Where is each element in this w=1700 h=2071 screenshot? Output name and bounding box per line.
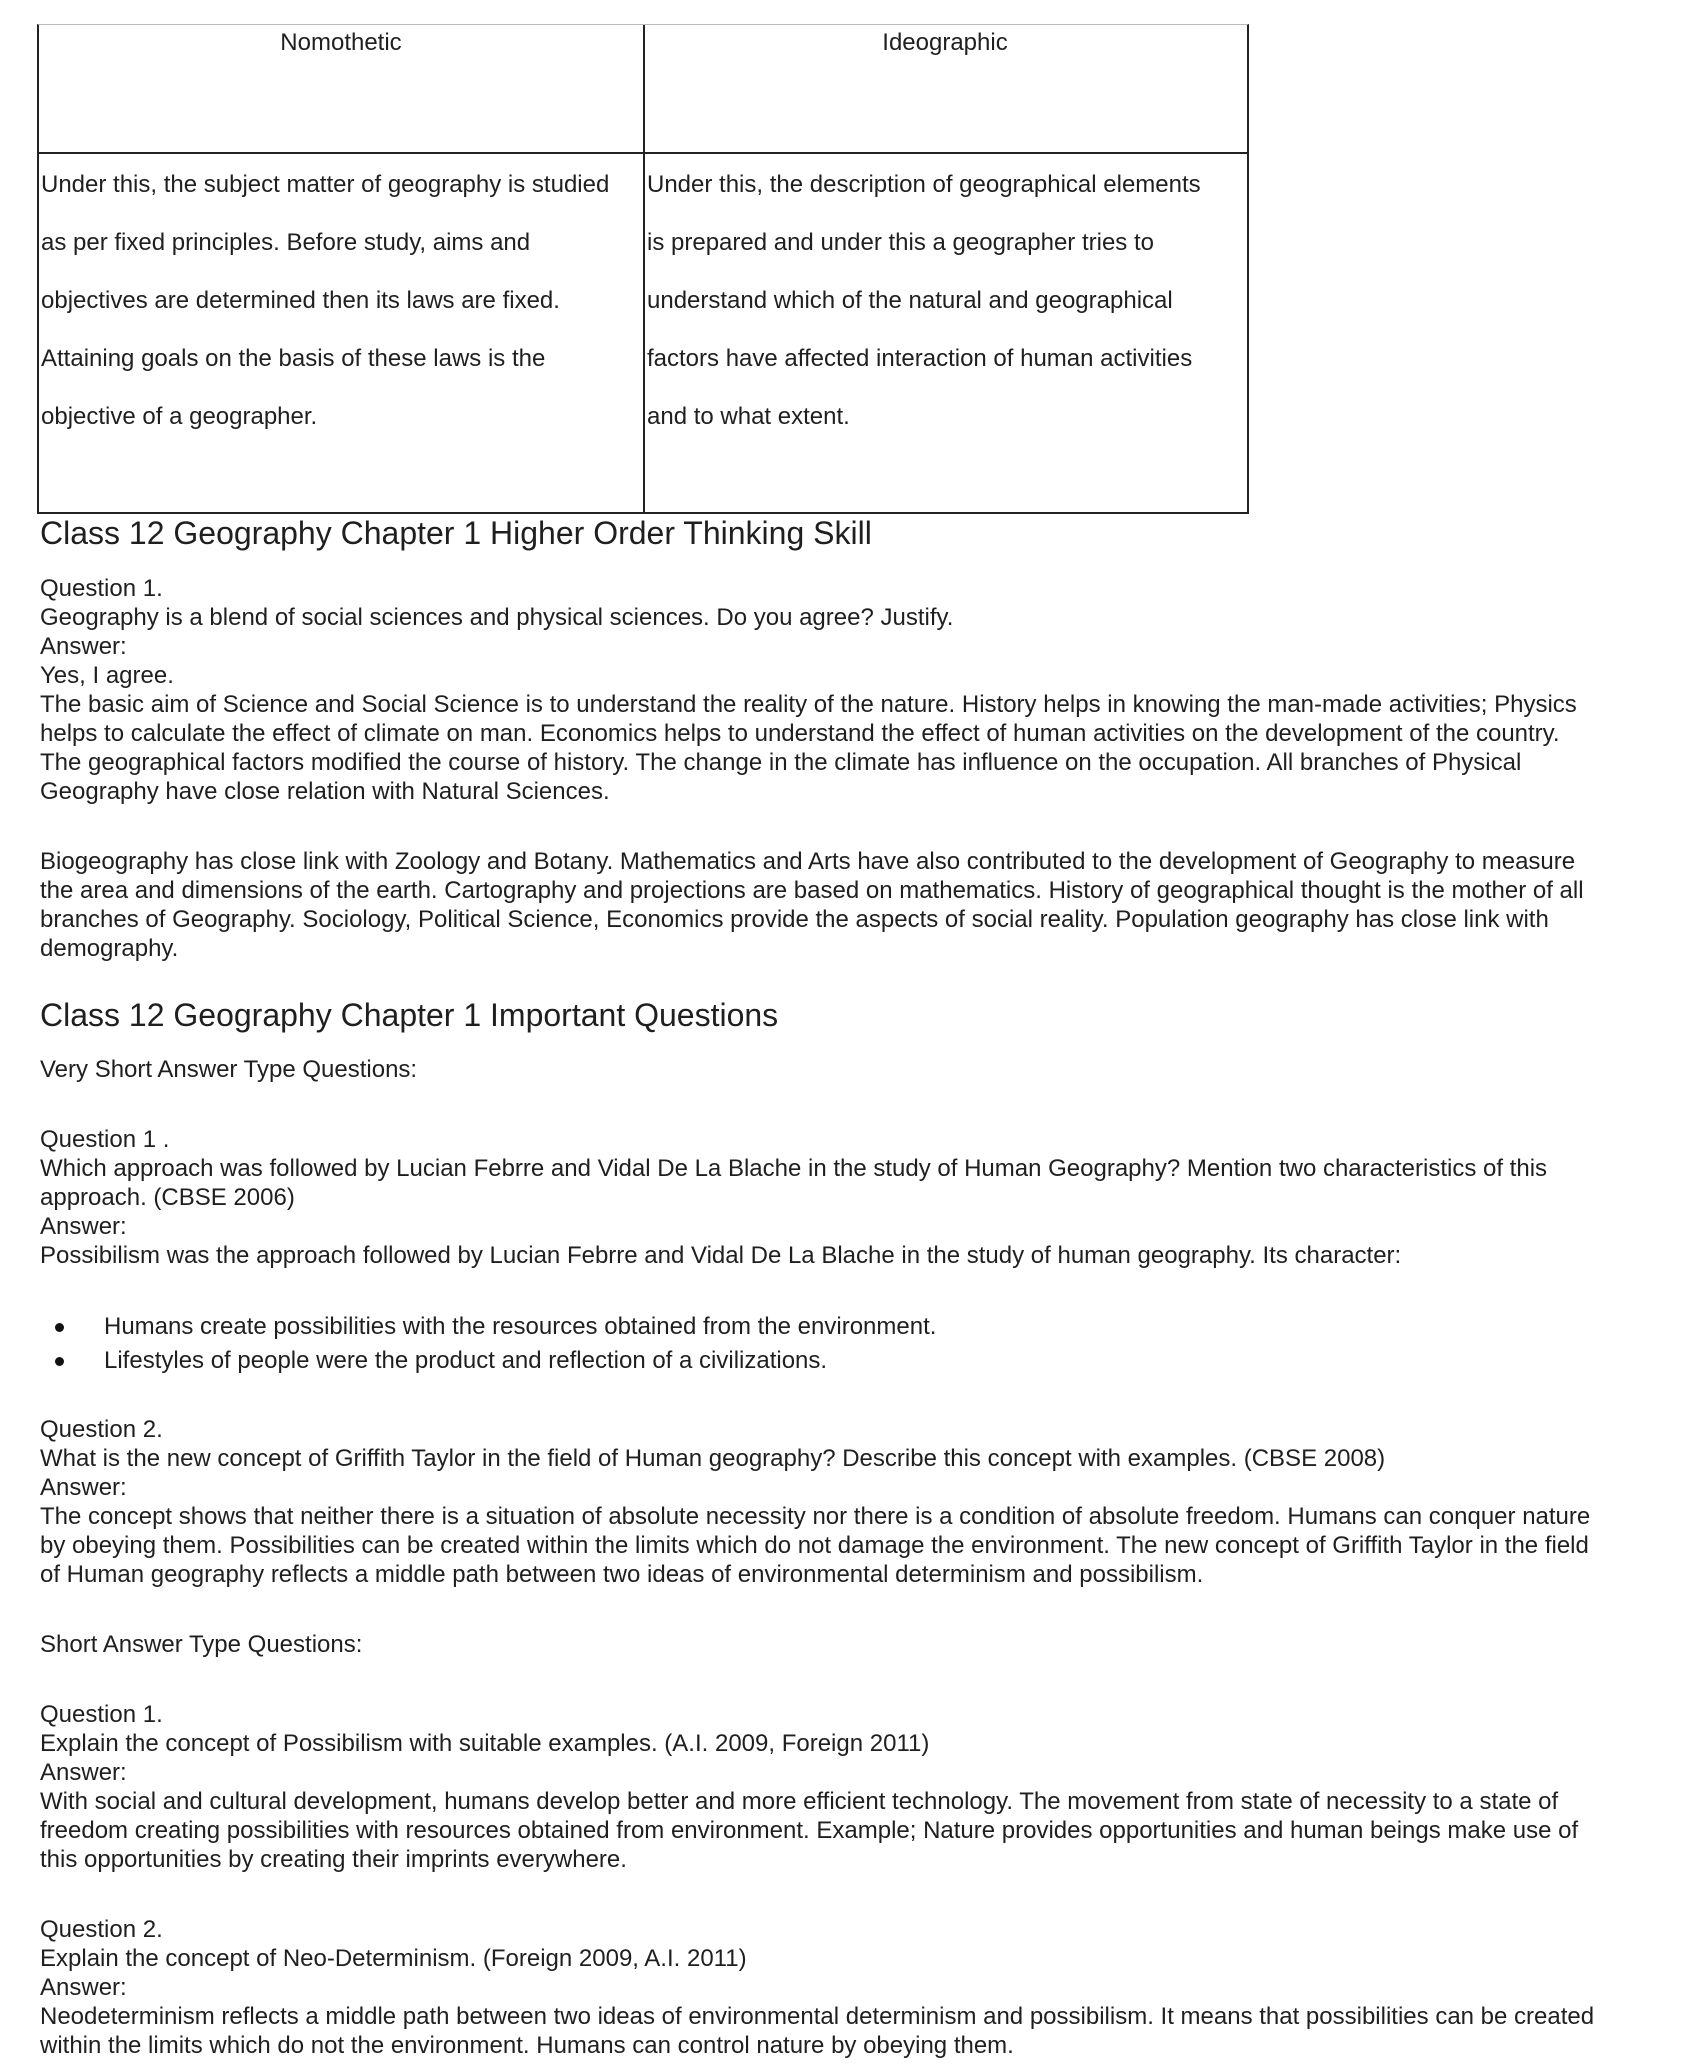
table-header-ideographic: Ideographic [882, 29, 1008, 56]
answer-label: Answer: [40, 1474, 127, 1501]
answer-line: Possibilism was the approach followed by Lucian Febrre and Vidal De La Blache in the study of human geography. Its character: [40, 1242, 1402, 1269]
question-text: Explain the concept of Possibilism with suitable examples. (A.I. 2009, Foreign 2011) [40, 1730, 930, 1757]
answer-line: The basic aim of Science and Social Science is to understand the reality of the nature. History helps in knowing the man-made activities; Physics [40, 691, 1577, 718]
table-line: Under this, the subject matter of geography is studied [41, 171, 610, 198]
table-line: objective of a geographer. [41, 403, 318, 430]
question-label: Question 1 . [40, 1126, 170, 1153]
answer-label: Answer: [40, 633, 127, 660]
question-label: Question 1. [40, 1701, 163, 1728]
table-cell-ideographic [647, 156, 1247, 446]
question-text: Explain the concept of Neo-Determinism. (Foreign 2009, A.I. 2011) [40, 1945, 747, 1972]
question-text: What is the new concept of Griffith Taylor in the field of Human geography? Describe this concept with examples. (CBSE 2008) [40, 1445, 1386, 1472]
section-title-hots: Class 12 Geography Chapter 1 Higher Order Thinking Skill [40, 515, 872, 551]
question-label: Question 1. [40, 575, 163, 602]
answer-line: within the limits which do not the environment. Humans can control nature by obeying them. [40, 2032, 1014, 2059]
article-body [40, 513, 1680, 2060]
table-line: as per fixed principles. Before study, aims and [41, 229, 531, 256]
answer-line: helps to calculate the effect of climate on man. Economics helps to understand the effect of human activities on the development of the country. [40, 720, 1560, 747]
answer-line: branches of Geography. Sociology, Political Science, Economics provide the aspects of social reality. Population geography has close link with [40, 906, 1549, 933]
table-line: objectives are determined then its laws are fixed. [41, 287, 560, 314]
answer-label: Answer: [40, 1213, 127, 1240]
table-line: Attaining goals on the basis of these laws is the [41, 345, 546, 372]
list-item-text: Humans create possibilities with the resources obtained from the environment. [104, 1313, 937, 1340]
table-line: is prepared and under this a geographer tries to [647, 229, 1154, 256]
table-line: understand which of the natural and geographical [647, 287, 1173, 314]
answer-label: Answer: [40, 1974, 127, 2001]
question-label: Question 2. [40, 1416, 163, 1443]
answer-label: Answer: [40, 1759, 127, 1786]
question-text: Geography is a blend of social sciences and physical sciences. Do you agree? Justify. [40, 604, 954, 631]
answer-line: the area and dimensions of the earth. Cartography and projections are based on mathematics. History of geographical thought is the mother of all [40, 877, 1584, 904]
list-item [40, 1344, 1680, 1378]
table-cell-nomothetic [41, 156, 641, 446]
list-item [40, 1310, 1680, 1344]
list-item-text: Lifestyles of people were the product and reflection of a civilizations. [104, 1347, 828, 1374]
section-title-important: Class 12 Geography Chapter 1 Important Questions [40, 997, 779, 1033]
table-line: and to what extent. [647, 403, 850, 430]
bullet-icon [55, 1323, 64, 1332]
answer-line: The geographical factors modified the course of history. The change in the climate has influence on the occupation. All branches of Physical [40, 749, 1522, 776]
table-line: factors have affected interaction of human activities [647, 345, 1193, 372]
subsection-heading: Short Answer Type Questions: [40, 1631, 363, 1658]
answer-line: With social and cultural development, humans develop better and more efficient technology. The movement from state of necessity to a state of [40, 1788, 1559, 1815]
answer-line: this opportunities by creating their imprints everywhere. [40, 1846, 627, 1873]
answer-line: freedom creating possibilities with resources obtained from environment. Example; Nature provides opportunities and human beings make use of [40, 1817, 1579, 1844]
comparison-table [37, 24, 1249, 514]
table-header-nomothetic: Nomothetic [280, 29, 402, 56]
answer-line: Neodeterminism reflects a middle path between two ideas of environmental determinism and possibilism. It means that possibilities can be created [40, 2003, 1595, 2030]
table-column-divider [643, 25, 645, 512]
bullet-list [40, 1310, 1680, 1378]
table-line: Under this, the description of geographical elements [647, 171, 1201, 198]
answer-line: by obeying them. Possibilities can be created within the limits which do not damage the environment. The new concept of Griffith Taylor in the field [40, 1532, 1589, 1559]
answer-line: Geography have close relation with Natural Sciences. [40, 778, 610, 805]
question-label: Question 2. [40, 1916, 163, 1943]
bullet-icon [55, 1357, 64, 1366]
answer-line: Biogeography has close link with Zoology and Botany. Mathematics and Arts have also contributed to the development of Geography to measure [40, 848, 1576, 875]
table-row-divider [39, 152, 1247, 154]
question-text: Which approach was followed by Lucian Febrre and Vidal De La Blache in the study of Human Geography? Mention two characteristics of this [40, 1155, 1548, 1182]
answer-line: of Human geography reflects a middle path between two ideas of environmental determinism and possibilism. [40, 1561, 1204, 1588]
question-text: approach. (CBSE 2006) [40, 1184, 295, 1211]
answer-line: demography. [40, 935, 179, 962]
answer-line: The concept shows that neither there is a situation of absolute necessity nor there is a condition of absolute freedom. Humans can conquer nature [40, 1503, 1591, 1530]
answer-line: Yes, I agree. [40, 662, 174, 689]
subsection-heading: Very Short Answer Type Questions: [40, 1056, 418, 1083]
